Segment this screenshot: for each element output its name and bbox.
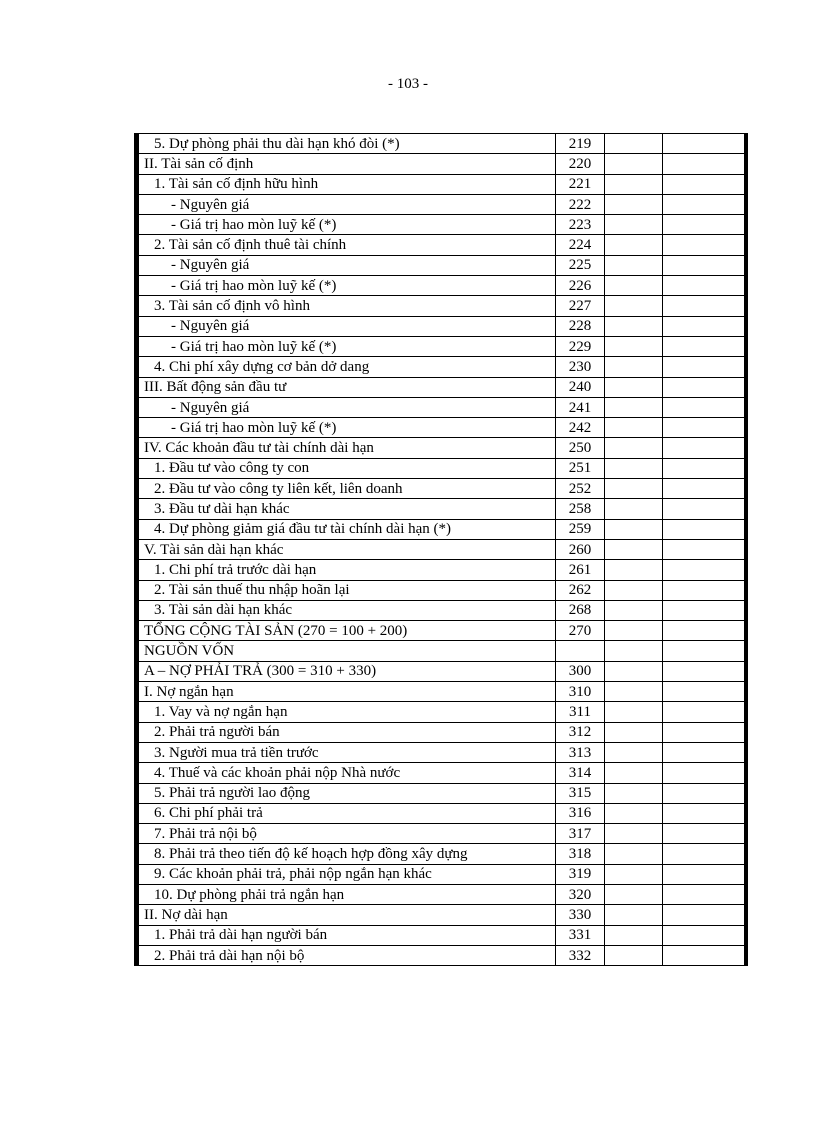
table-row [139, 702, 745, 722]
row-value-cell [663, 539, 745, 559]
row-value-cell [605, 884, 663, 904]
row-value-cell [663, 641, 745, 661]
row-value-cell [663, 722, 745, 742]
row-label: II. Tài sản cố định [139, 154, 556, 174]
row-code: 311 [556, 702, 605, 722]
row-value-cell [663, 519, 745, 539]
row-value-cell [605, 803, 663, 823]
row-label: 3. Đầu tư dài hạn khác [139, 499, 556, 519]
row-code: 240 [556, 377, 605, 397]
row-label: 1. Chi phí trả trước dài hạn [139, 560, 556, 580]
row-value-cell [663, 864, 745, 884]
row-value-cell [605, 438, 663, 458]
table-row [139, 560, 745, 580]
row-label: 1. Tài sản cố định hữu hình [139, 174, 556, 194]
row-value-cell [663, 925, 745, 945]
table-row [139, 884, 745, 904]
row-label: 1. Đầu tư vào công ty con [139, 458, 556, 478]
row-value-cell [663, 438, 745, 458]
row-code: 225 [556, 255, 605, 275]
row-value-cell [605, 702, 663, 722]
row-code: 332 [556, 945, 605, 965]
row-value-cell [605, 722, 663, 742]
row-value-cell [605, 945, 663, 965]
row-value-cell [605, 682, 663, 702]
row-value-cell [663, 803, 745, 823]
row-code: 261 [556, 560, 605, 580]
row-label: 2. Phải trả dài hạn nội bộ [139, 945, 556, 965]
row-value-cell [663, 276, 745, 296]
table-row [139, 803, 745, 823]
row-code: 220 [556, 154, 605, 174]
row-label: 5. Phải trả người lao động [139, 783, 556, 803]
table-row [139, 174, 745, 194]
table-row [139, 438, 745, 458]
table-row [139, 661, 745, 681]
table-row [139, 235, 745, 255]
row-value-cell [605, 235, 663, 255]
row-value-cell [605, 783, 663, 803]
table-row [139, 194, 745, 214]
row-value-cell [663, 884, 745, 904]
row-label: 4. Thuế và các khoản phải nộp Nhà nước [139, 763, 556, 783]
row-value-cell [605, 621, 663, 641]
row-value-cell [605, 763, 663, 783]
row-code: 316 [556, 803, 605, 823]
row-code: 262 [556, 580, 605, 600]
row-label: TỔNG CỘNG TÀI SẢN (270 = 100 + 200) [139, 621, 556, 641]
row-code: 260 [556, 539, 605, 559]
row-value-cell [605, 661, 663, 681]
row-value-cell [663, 458, 745, 478]
row-code: 252 [556, 479, 605, 499]
row-value-cell [663, 905, 745, 925]
table-row [139, 357, 745, 377]
row-label: - Nguyên giá [139, 397, 556, 417]
table-row [139, 418, 745, 438]
row-label: 4. Chi phí xây dựng cơ bản dở dang [139, 357, 556, 377]
row-value-cell [605, 377, 663, 397]
row-label: 4. Dự phòng giảm giá đầu tư tài chính dài hạn (*) [139, 519, 556, 539]
table-row [139, 255, 745, 275]
table-row [139, 316, 745, 336]
table-row [139, 925, 745, 945]
row-label: V. Tài sản dài hạn khác [139, 539, 556, 559]
row-value-cell [663, 336, 745, 356]
row-label: III. Bất động sản đầu tư [139, 377, 556, 397]
row-code: 259 [556, 519, 605, 539]
row-label: - Nguyên giá [139, 255, 556, 275]
row-value-cell [663, 682, 745, 702]
row-code: 317 [556, 824, 605, 844]
page-number: - 103 - [388, 76, 428, 92]
table-row [139, 479, 745, 499]
row-value-cell [663, 824, 745, 844]
table-row [139, 783, 745, 803]
row-value-cell [663, 702, 745, 722]
row-value-cell [605, 316, 663, 336]
row-value-cell [663, 418, 745, 438]
row-label: 7. Phải trả nội bộ [139, 824, 556, 844]
row-code: 224 [556, 235, 605, 255]
row-value-cell [605, 844, 663, 864]
row-value-cell [663, 377, 745, 397]
row-value-cell [605, 560, 663, 580]
row-value-cell [663, 479, 745, 499]
row-code: 319 [556, 864, 605, 884]
row-label: - Giá trị hao mòn luỹ kế (*) [139, 276, 556, 296]
row-value-cell [663, 134, 745, 154]
row-code: 228 [556, 316, 605, 336]
row-value-cell [605, 357, 663, 377]
row-label: - Nguyên giá [139, 194, 556, 214]
table-row [139, 519, 745, 539]
row-code: 268 [556, 600, 605, 620]
row-code: 223 [556, 215, 605, 235]
row-code: 331 [556, 925, 605, 945]
row-code: 250 [556, 438, 605, 458]
row-code: 320 [556, 884, 605, 904]
row-value-cell [605, 499, 663, 519]
table-row [139, 905, 745, 925]
row-label: II. Nợ dài hạn [139, 905, 556, 925]
table-row [139, 864, 745, 884]
row-value-cell [663, 316, 745, 336]
balance-sheet-table-frame [134, 133, 748, 966]
row-value-cell [605, 641, 663, 661]
row-value-cell [605, 194, 663, 214]
row-value-cell [663, 174, 745, 194]
row-value-cell [605, 742, 663, 762]
row-code: 219 [556, 134, 605, 154]
row-value-cell [605, 539, 663, 559]
row-code: 315 [556, 783, 605, 803]
row-label: 2. Đầu tư vào công ty liên kết, liên doanh [139, 479, 556, 499]
row-label: 10. Dự phòng phải trả ngắn hạn [139, 884, 556, 904]
row-label: 8. Phải trả theo tiến độ kế hoạch hợp đồng xây dựng [139, 844, 556, 864]
table-row [139, 397, 745, 417]
table-row [139, 154, 745, 174]
row-value-cell [605, 276, 663, 296]
table-row [139, 276, 745, 296]
row-label: 2. Tài sản cố định thuê tài chính [139, 235, 556, 255]
row-label: I. Nợ ngắn hạn [139, 682, 556, 702]
row-value-cell [605, 215, 663, 235]
row-label: 3. Tài sản dài hạn khác [139, 600, 556, 620]
row-value-cell [605, 519, 663, 539]
row-value-cell [663, 235, 745, 255]
row-value-cell [663, 397, 745, 417]
table-row [139, 945, 745, 965]
row-label: 2. Tài sản thuế thu nhập hoãn lại [139, 580, 556, 600]
balance-sheet-table [138, 133, 745, 966]
row-value-cell [605, 905, 663, 925]
table-row [139, 621, 745, 641]
row-code: 313 [556, 742, 605, 762]
row-code: 241 [556, 397, 605, 417]
row-value-cell [663, 154, 745, 174]
row-value-cell [663, 560, 745, 580]
row-value-cell [605, 925, 663, 945]
row-label: IV. Các khoản đầu tư tài chính dài hạn [139, 438, 556, 458]
row-label: 1. Vay và nợ ngắn hạn [139, 702, 556, 722]
row-value-cell [663, 255, 745, 275]
row-label: - Giá trị hao mòn luỹ kế (*) [139, 336, 556, 356]
row-value-cell [605, 154, 663, 174]
row-code: 227 [556, 296, 605, 316]
row-label: 1. Phải trả dài hạn người bán [139, 925, 556, 945]
row-value-cell [663, 580, 745, 600]
row-value-cell [605, 418, 663, 438]
row-label: 6. Chi phí phải trả [139, 803, 556, 823]
row-code: 312 [556, 722, 605, 742]
row-value-cell [605, 255, 663, 275]
row-label: - Giá trị hao mòn luỹ kế (*) [139, 418, 556, 438]
table-row [139, 742, 745, 762]
row-label: NGUỒN VỐN [139, 641, 556, 661]
table-row [139, 682, 745, 702]
row-value-cell [663, 296, 745, 316]
table-row [139, 763, 745, 783]
row-value-cell [663, 763, 745, 783]
row-value-cell [663, 742, 745, 762]
row-code: 242 [556, 418, 605, 438]
table-row [139, 580, 745, 600]
row-label: 5. Dự phòng phải thu dài hạn khó đòi (*) [139, 134, 556, 154]
row-code: 222 [556, 194, 605, 214]
table-row [139, 600, 745, 620]
table-row [139, 134, 745, 154]
row-label: 3. Tài sản cố định vô hình [139, 296, 556, 316]
table-row [139, 215, 745, 235]
row-value-cell [663, 499, 745, 519]
row-value-cell [605, 296, 663, 316]
row-label: 9. Các khoản phải trả, phải nộp ngắn hạn khác [139, 864, 556, 884]
row-value-cell [663, 945, 745, 965]
row-value-cell [663, 600, 745, 620]
row-value-cell [605, 458, 663, 478]
table-row [139, 377, 745, 397]
row-label: 2. Phải trả người bán [139, 722, 556, 742]
table-row [139, 458, 745, 478]
row-code: 229 [556, 336, 605, 356]
row-value-cell [605, 134, 663, 154]
table-row [139, 641, 745, 661]
row-value-cell [663, 357, 745, 377]
row-value-cell [663, 215, 745, 235]
row-label: 3. Người mua trả tiền trước [139, 742, 556, 762]
row-value-cell [605, 600, 663, 620]
row-code: 310 [556, 682, 605, 702]
table-row [139, 499, 745, 519]
row-value-cell [605, 580, 663, 600]
row-label: A – NỢ PHẢI TRẢ (300 = 310 + 330) [139, 661, 556, 681]
row-code: 258 [556, 499, 605, 519]
row-value-cell [605, 397, 663, 417]
row-value-cell [605, 479, 663, 499]
table-body [139, 134, 745, 966]
table-row [139, 336, 745, 356]
table-row [139, 824, 745, 844]
table-row [139, 722, 745, 742]
row-value-cell [663, 194, 745, 214]
table-row [139, 296, 745, 316]
row-code: 270 [556, 621, 605, 641]
row-label: - Giá trị hao mòn luỹ kế (*) [139, 215, 556, 235]
row-code: 300 [556, 661, 605, 681]
row-code: 226 [556, 276, 605, 296]
row-value-cell [663, 661, 745, 681]
row-value-cell [663, 621, 745, 641]
row-label: - Nguyên giá [139, 316, 556, 336]
row-code: 314 [556, 763, 605, 783]
row-value-cell [605, 174, 663, 194]
row-code: 221 [556, 174, 605, 194]
row-code: 251 [556, 458, 605, 478]
row-value-cell [663, 844, 745, 864]
table-row [139, 539, 745, 559]
row-code: 330 [556, 905, 605, 925]
row-code: 318 [556, 844, 605, 864]
table-row [139, 844, 745, 864]
row-value-cell [605, 864, 663, 884]
row-value-cell [605, 824, 663, 844]
row-value-cell [663, 783, 745, 803]
row-code [556, 641, 605, 661]
row-code: 230 [556, 357, 605, 377]
row-value-cell [605, 336, 663, 356]
